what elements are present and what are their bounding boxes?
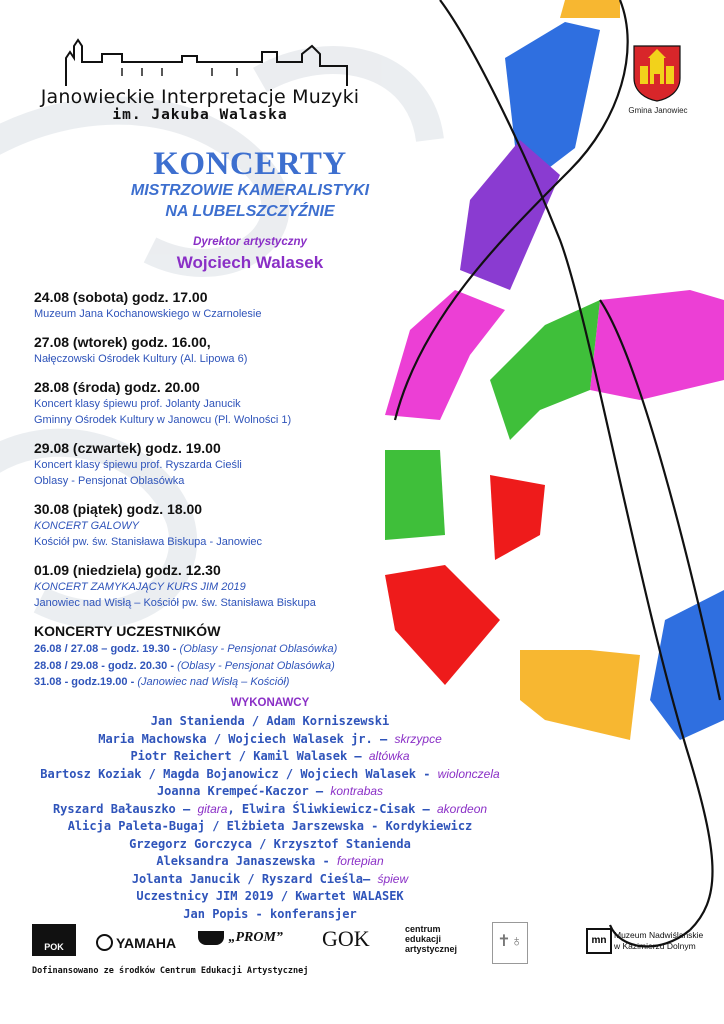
museum-name: Muzeum Nadwiślańskie w Kazimierzu Dolnym <box>614 930 704 951</box>
performer-line <box>0 731 540 749</box>
event-list <box>34 288 414 622</box>
event-detail: KONCERT GALOWY <box>34 520 139 532</box>
event-detail: KONCERT ZAMYKAJĄCY KURS JIM 2019 <box>34 581 246 593</box>
performer-names: Jan Popis - konferansjer <box>183 906 357 921</box>
performer-names: Alicja Paleta-Bugaj / Elżbieta Jarszewska - Kordykiewicz <box>67 819 473 833</box>
festival-subtitle: im. Jakuba Walaska <box>112 107 288 123</box>
event-detail: Janowiec nad Wisłą – Kościół pw. św. Stanisława Biskupa <box>34 597 316 609</box>
instrument-label: gitara <box>197 801 228 816</box>
performer-names: Bartosz Koziak / Magda Bojanowicz / Wojciech Walasek - <box>40 766 438 781</box>
clef-segment-red-inner <box>490 475 545 560</box>
participant-concert-item: 28.08 / 29.08 - godz. 20.30 - (Oblasy - Pensjonat Oblasówka) <box>34 659 335 672</box>
festival-title: Janowieckie Interpretacje Muzyki <box>40 86 360 108</box>
cea-logo: centrum edukacji artystycznej <box>405 924 458 954</box>
yamaha-logo: YAMAHA <box>96 934 176 951</box>
yamaha-emblem-icon <box>96 934 113 951</box>
clef-segment-magenta-right <box>590 290 724 400</box>
event-detail: Gminny Ośrodek Kultury w Janowcu (Pl. Wolności 1) <box>34 414 292 426</box>
performer-names: Joanna Krempeć-Kaczor – <box>156 784 331 798</box>
gok-logo: GOK <box>322 926 370 951</box>
performer-names: Grzegorz Gorczyca / Krzysztof Stanienda <box>129 836 411 851</box>
performer-line <box>0 836 540 854</box>
participant-concert-item: 26.08 / 27.08 – godz. 19.30 - (Oblasy - Pensjonat Oblasówka) <box>34 643 338 655</box>
event-item <box>34 378 414 428</box>
performer-names: Aleksandra Janaszewska - <box>156 854 337 868</box>
event-date: 28.08 (środa) godz. 20.00 <box>34 379 200 395</box>
subtitle-line-2: NA LUBELSZCZYŹNIE <box>165 203 335 220</box>
subtitle-line-1: MISTRZOWIE KAMERALISTYKI <box>130 182 370 199</box>
performer-line <box>0 888 540 906</box>
instrument-label: wiolonczela <box>437 766 500 781</box>
pok-logo: POK <box>32 924 76 956</box>
sponsor-logos <box>30 922 710 972</box>
instrument-label: akordeon <box>437 801 488 816</box>
performers-list <box>0 713 540 923</box>
performer-names: Ryszard Bałauszko – <box>52 801 198 816</box>
event-detail: Muzeum Jana Kochanowskiego w Czarnolesie <box>34 308 262 320</box>
instrument-label: skrzypce <box>394 731 442 746</box>
page-title: KONCERTY <box>153 146 347 182</box>
event-detail: Kościół pw. św. Stanisława Biskupa - Janowiec <box>34 536 263 548</box>
performer-names: Maria Machowska / Wojciech Walasek jr. – <box>98 731 395 746</box>
instrument-label: kontrabas <box>330 784 384 798</box>
performer-line <box>0 818 540 836</box>
performer-line <box>0 871 540 889</box>
instrument-label: altówka <box>368 749 410 763</box>
performer-names: , Elwira Śliwkiewicz-Cisak – <box>227 801 437 816</box>
performer-names: Jan Stanienda / Adam Korniszewski <box>150 714 390 728</box>
castle-logo-icon <box>62 32 362 88</box>
event-detail: Koncert klasy śpiewu prof. Ryszarda Cieśli <box>34 459 242 471</box>
event-item <box>34 561 414 611</box>
performer-line <box>0 783 540 801</box>
performer-line <box>0 713 540 731</box>
event-date: 27.08 (wtorek) godz. 16.00, <box>34 334 211 350</box>
performer-line <box>0 748 540 766</box>
performer-names: Uczestnicy JIM 2019 / Kwartet WALASEK <box>136 889 404 903</box>
ferry-icon <box>198 931 224 945</box>
gmina-crest-icon <box>632 44 682 107</box>
performers-title: WYKONAWCY <box>230 697 310 709</box>
clef-segment-purple <box>460 140 560 290</box>
performer-line <box>0 801 540 819</box>
parish-emblem-icon: ✝♁ <box>492 922 528 964</box>
performer-line <box>0 766 540 784</box>
event-item <box>34 500 414 550</box>
instrument-label: fortepian <box>336 854 384 868</box>
director-label: Dyrektor artystyczny <box>193 236 307 248</box>
director-name: Wojciech Walasek <box>176 253 324 272</box>
prom-logo: „PROM” <box>198 928 283 946</box>
performer-names: Jolanta Janucik / Ryszard Cieśla– <box>131 871 378 886</box>
event-date: 30.08 (piątek) godz. 18.00 <box>34 501 203 517</box>
museum-logo-icon: mn <box>586 928 612 954</box>
event-date: 01.09 (niedziela) godz. 12.30 <box>34 562 221 578</box>
event-detail: Oblasy - Pensjonat Oblasówka <box>34 475 185 487</box>
funding-note: Dofinansowano ze środków Centrum Edukacji Artystycznej <box>32 966 309 976</box>
performer-line <box>0 853 540 871</box>
event-detail: Koncert klasy śpiewu prof. Jolanty Janucik <box>34 398 241 410</box>
event-item <box>34 439 414 489</box>
participant-concerts-title: KONCERTY UCZESTNIKÓW <box>34 623 221 639</box>
event-item <box>34 333 414 367</box>
participant-concert-item: 31.08 - godz.19.00 - (Janowiec nad Wisłą – Kościół) <box>34 676 290 688</box>
performer-line <box>0 906 540 924</box>
participant-concerts-list <box>34 641 414 691</box>
event-date: 24.08 (sobota) godz. 17.00 <box>34 289 208 305</box>
crest-label: Gmina Janowiec <box>628 106 688 115</box>
event-date: 29.08 (czwartek) godz. 19.00 <box>34 440 221 456</box>
event-item <box>34 288 414 322</box>
instrument-label: śpiew <box>377 871 409 886</box>
performer-names: Piotr Reichert / Kamil Walasek – <box>130 749 369 763</box>
event-detail: Nałęczowski Ośrodek Kultury (Al. Lipowa 6) <box>34 353 248 365</box>
